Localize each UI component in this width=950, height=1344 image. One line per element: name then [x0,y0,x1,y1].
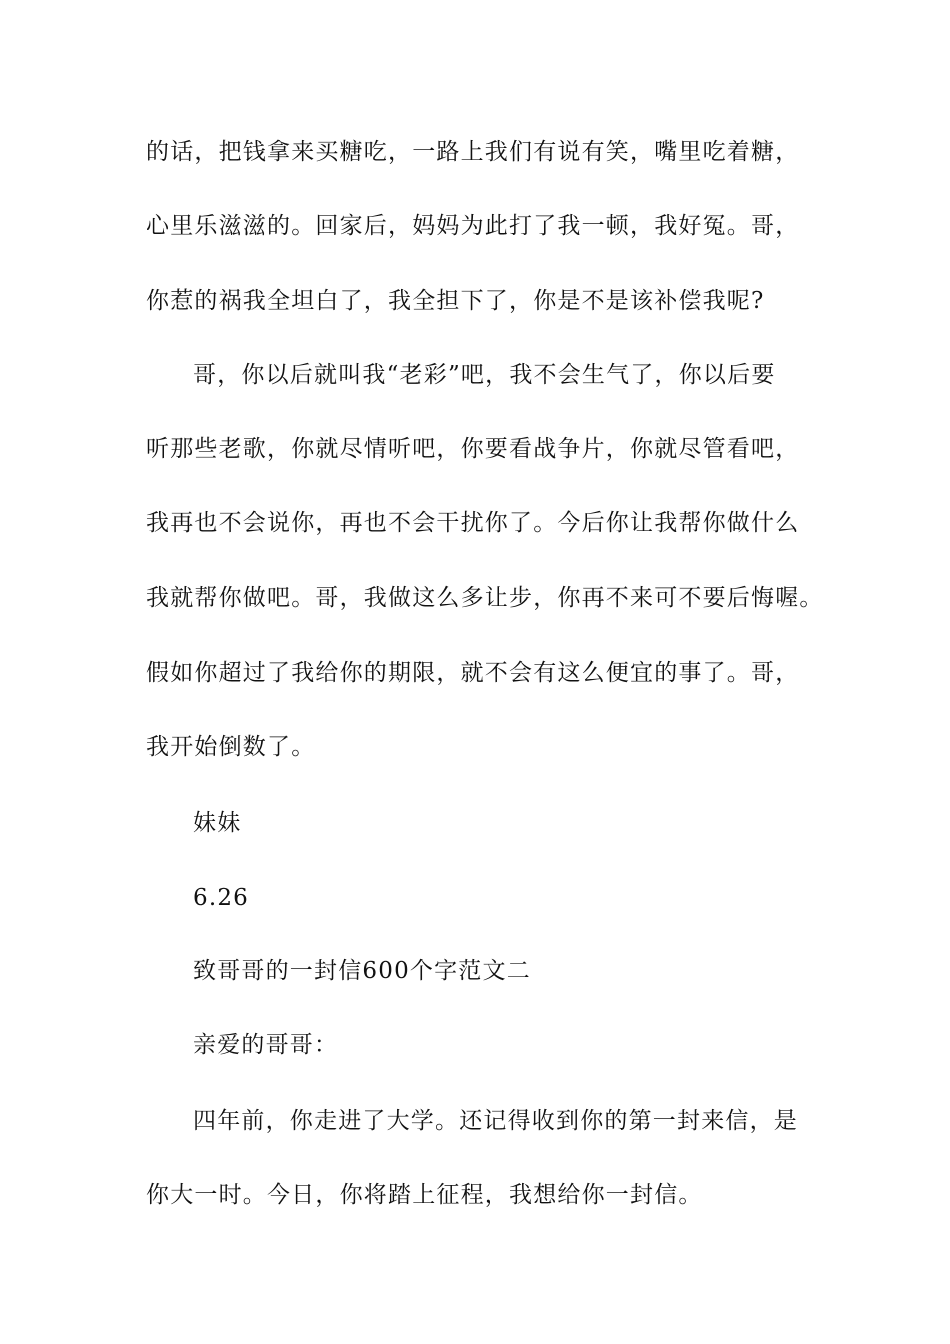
signature-date: 6.26 [193,885,250,911]
text-line-2: 心里乐滋滋的。回家后，妈妈为此打了我一顿，我好冤。哥， [146,213,800,239]
text-line-3: 你惹的祸我全坦白了，我全担下了，你是不是该补偿我呢? [146,288,765,314]
text-line-9: 我开始倒数了。 [146,734,316,760]
text-line-1: 的话，把钱拿来买糖吃，一路上我们有说有笑，嘴里吃着糖， [146,139,800,165]
signature-name: 妹妹 [193,810,242,836]
text-line-7: 我就帮你做吧。哥，我做这么多让步，你再不来可不要后悔喔。 [146,585,824,611]
text-line-8: 假如你超过了我给你的期限，就不会有这么便宜的事了。哥， [146,660,800,686]
text-line-6: 我再也不会说你，再也不会干扰你了。今后你让我帮你做什么 [146,510,800,536]
text-line-5: 听那些老歌，你就尽情听吧，你要看战争片，你就尽管看吧， [146,436,800,462]
text-line-15: 你大一时。今日，你将踏上征程，我想给你一封信。 [146,1182,703,1208]
section-title: 致哥哥的一封信600个字范文二 [193,958,531,984]
text-line-14: 四年前，你走进了大学。还记得收到你的第一封来信，是 [193,1108,798,1134]
salutation: 亲爱的哥哥： [193,1032,339,1058]
text-line-4: 哥，你以后就叫我“老彩”吧，我不会生气了，你以后要 [193,362,776,388]
